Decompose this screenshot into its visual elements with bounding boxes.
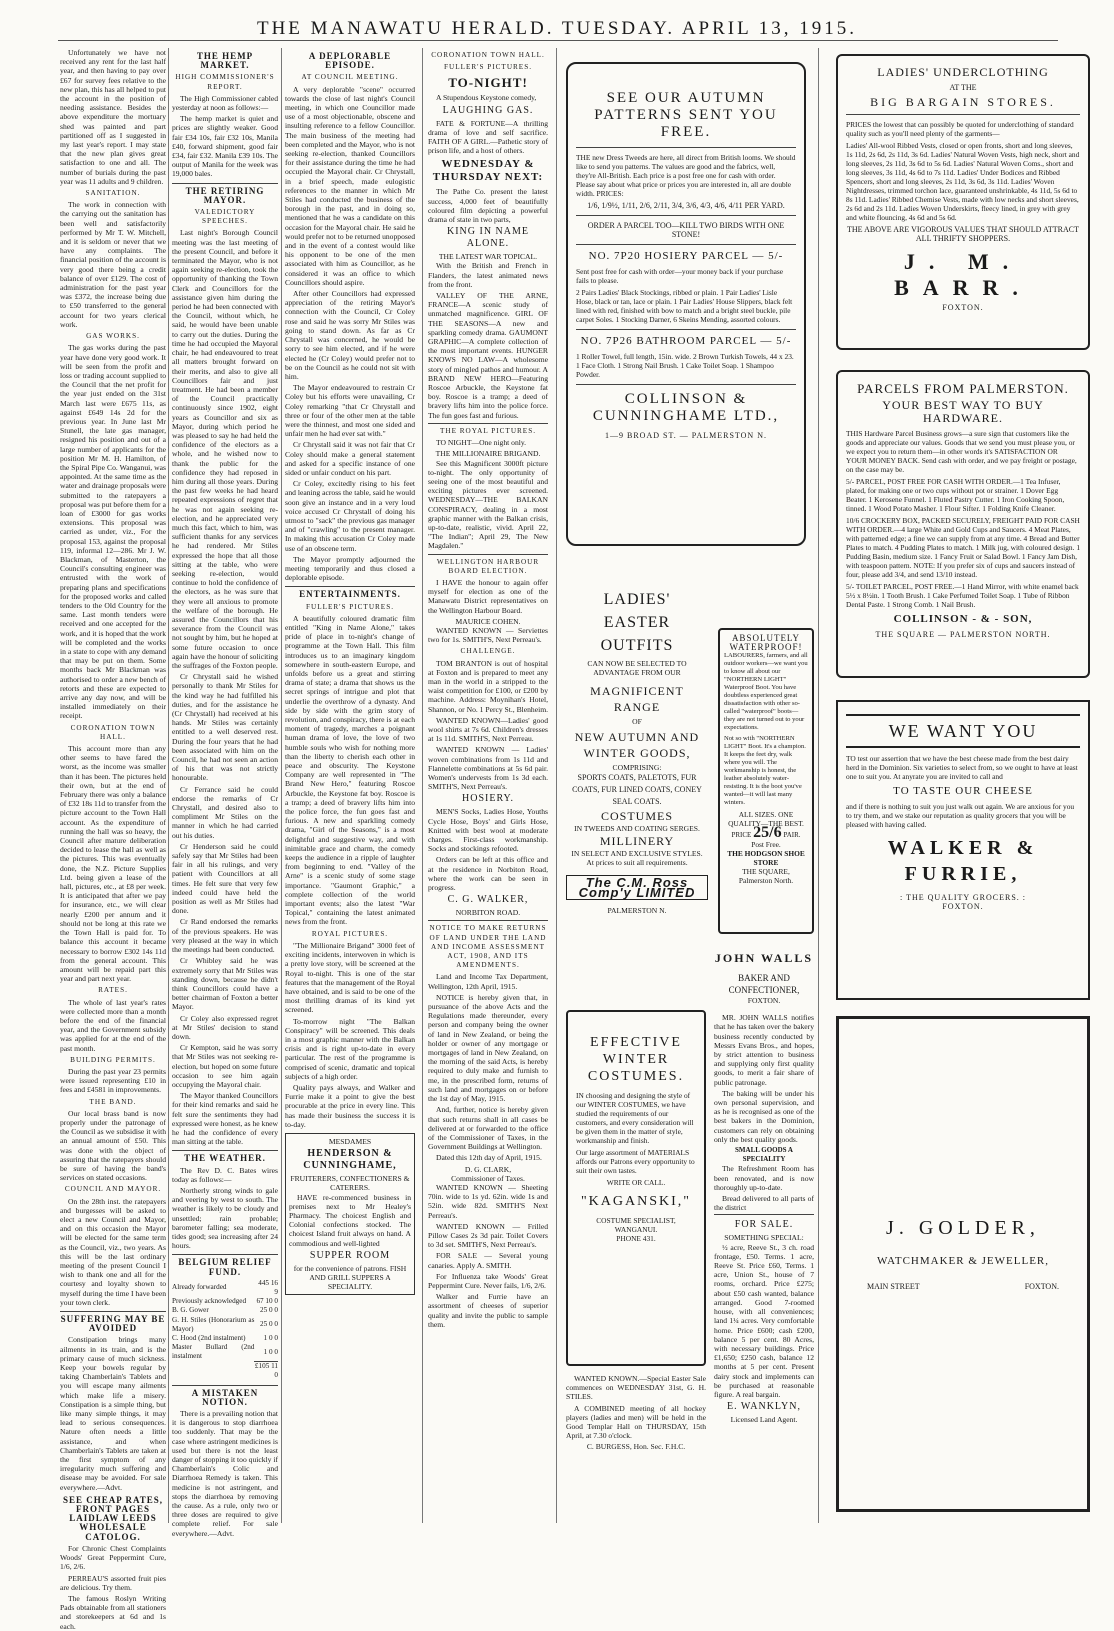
ad-body: Sent post free for cash with order—your money back if your purchase fails to please. — [576, 267, 784, 285]
ad-heading: FOR SALE. — [714, 1214, 814, 1231]
ad-body: And, further, notice is hereby given that such returns shall in all cases be delivered at or forwarded to the office of the Commissioner of Taxes, in the Government Buildings at Wellington. — [428, 1105, 548, 1152]
signature: D. G. CLARK, — [464, 1164, 512, 1174]
ad-heading: YOUR BEST WAY TO BUY HARDWARE. — [882, 398, 1044, 425]
article-paragraph: There is a prevailing notion that it is dangerous to stop diarrhoea too suddenly. That may be the case where astringent medicines is used but there is not the least danger of stopping it too quickly if Chamberlain's Colic and Diarrhoea Remedy is taken. This medicine is not astringent, and stops the diarrhoea by removing the cause. As a rule, only two or three doses are required to give complete relief. For sale everywhere.—Advt. — [172, 1408, 278, 1538]
column-4 — [428, 48, 548, 1518]
ad-address: MAIN STREET — [867, 1282, 920, 1291]
ad-body: A COMBINED meeting of all hockey players (ladies and men) will be held in the Good Templar Hall on THURSDAY, 15th April, at 7.30 o'clock. — [566, 1403, 706, 1441]
kaganski-ad — [566, 1010, 706, 1366]
ad-subheading: NO. 7P26 BATHROOM PARCEL — 5/- — [580, 335, 792, 347]
ad-name: E. WANKLYN, — [727, 1401, 801, 1413]
ad-address: Palmerston North. — [738, 876, 794, 885]
article-paragraph: The hemp market is quiet and prices are slightly weaker. Good fair £34 10s, fair £32 10s, Manila £40, forward shipment, good fair £34, fair £32. Manila £39 10s. The output of Manila for the week was 19,000 bales. — [172, 114, 278, 179]
ad-line: SMALL GOODS A SPECIALITY — [735, 1146, 793, 1164]
ad-line: ALL SIZES. ONE QUALITY—THE BEST. — [728, 810, 804, 828]
ad-address: THE SQUARE — PALMERSTON NORTH. — [875, 630, 1051, 639]
ad-body: 1 Roller Towel, full length, 15in. wide. 2 Brown Turkish Towels, 44 x 23. 1 Face Cloth. 1 Strong Nail Brush. 1 Cake Toilet Soap. 1 Shampoo Powder. — [576, 352, 794, 379]
table-row — [172, 1362, 278, 1381]
ad-subheading: TO TASTE OUR CHEESE — [893, 785, 1033, 797]
ad-body: A Stupendous Keystone comedy, — [436, 93, 537, 103]
ad-body: MR. JOHN WALLS notifies that he has taken over the bakery business recently conducted by Messrs Evans Bros., and hopes, by strict attention to business and supplying only first quality goods, to merit a fair share of public patronage. — [714, 1013, 814, 1087]
article-paragraph: A very deplorable "scene" occurred towards the close of last night's Council meeting, in which one Councillor made use of a most objectionable, obscene and insulting reference to a fellow Councillor. The main business of the meeting had been completed and the Mayor, who is not seeking re-election, thanked Councillors for their assistance during the time he had occupied the Mayoral chair. Cr Chrystall, in a brief speech, made eulogistic references to the manner in which Mr Stiles had conducted the business of the borough in the past, and in doing so, mentioned that he was a candidate on this occasion for the Mayoral chair. He said he would prefer not to be returned unopposed and in the event of a contest would like his opponent to be one of the men associated with him as Councillor, as he considered it was an office to which Councillors should aspire. — [285, 84, 415, 287]
article-paragraph: Our local brass band is now properly under the patronage of the Council as we subsidise it with an annual amount of £50. This was done with the object of assuring that the ratepayers should be sure of having the band's services on stated occasions. — [60, 1108, 166, 1183]
fund-amount: 25 0 0 — [260, 1306, 278, 1315]
subheading: AT COUNCIL MEETING. — [301, 73, 399, 82]
address-line — [847, 1282, 1079, 1291]
ad-heading: AT THE — [949, 83, 977, 92]
ad-body: With the British and French in Flanders, the latest animated news from the front. — [428, 261, 548, 289]
subheading: CORONATION TOWN HALL. — [70, 723, 156, 741]
ad-body: The baking will be under his own personal supervision, and as he is recognised as one of the best bakers in the Dominion, customers can rely on obtaining only the best quality goods. — [714, 1088, 814, 1144]
column-rule — [818, 48, 819, 1523]
table-row — [172, 1297, 278, 1306]
article-paragraph: The Rev D. C. Bates wires today as follows:— — [172, 1165, 278, 1184]
ad-heading: SEE OUR AUTUMN PATTERNS SENT YOU FREE. — [594, 90, 778, 140]
ad-line: NEW AUTUMN AND WINTER GOODS, — [574, 729, 700, 760]
ad-heading: SEE CHEAP RATES, FRONT PAGES LAIDLAW LEEDS WHOLESALE CATOLOG. — [62, 1494, 164, 1542]
subheading: FULLER'S PICTURES. — [444, 63, 532, 72]
ad-line: SPORTS COATS, PALETOTS, FUR COATS, FUR LINED COATS, CONEY SEAL COATS. — [572, 772, 702, 806]
signature: Commissioner of Taxes. — [451, 1173, 525, 1183]
article-paragraph: The whole of last year's rates were collected more than a month before the end of the financial year, and the Government subsidy was applied for at the end of the past month. — [60, 997, 166, 1053]
ad-heading: SUFFERING MAY BE AVOIDED — [60, 1311, 166, 1333]
ross-logo: The C.M. Ross Comp'y LIMITED — [566, 875, 708, 899]
ad-line: FOXTON. — [747, 996, 781, 1005]
ad-highlight: SUPPER ROOM — [309, 1249, 391, 1261]
subheading: ROYAL PICTURES. — [311, 929, 389, 938]
ad-body: WANTED KNOWN.—Special Easter Sale commences on WEDNESDAY 31st, G. H. STILES. — [566, 1374, 706, 1402]
ad-body: I HAVE the honour to again offer myself for election as one of the Manawatu District representatives on the Wellington Harbour Board. — [428, 577, 548, 615]
ad-name: J. M. BARR. — [894, 249, 1032, 300]
column-3 — [285, 48, 415, 1518]
ad-line: ORDER A PARCEL TOO—KILL TWO BIRDS WITH ONE STONE! — [587, 221, 785, 239]
ad-body: The Pathe Co. present the latest success, 4,000 feet of beautifully coloured film depicting a powerful drama of state in two parts, — [428, 187, 548, 225]
ad-body: and if there is nothing to suit you just walk out again. We are anxious for you to try them, and we stake our reputation as quality grocers that you will be pleased with having called. — [846, 802, 1075, 829]
ad-name: "KAGANSKI," — [580, 1194, 692, 1209]
fund-label: B. G. Gower — [172, 1306, 209, 1315]
ad-heading: LADIES' UNDERCLOTHING — [877, 65, 1049, 79]
ad-subheading: NO. 7P20 HOSIERY PARCEL — 5/- — [588, 250, 784, 262]
ad-name: HENDERSON & CUNNINGHAME, — [303, 1148, 397, 1172]
article-paragraph: Last night's Borough Council meeting was the last meeting of the present Council, and before it terminated the Mayor, who is not again seeking re-election, took the opportunity of thanking the Town Clerk and Councillors for the assistance given him during the period he had been connected with the Council, without which, he said, he would have been unable to carry out the duties. During the time he had occupied the Mayoral chair, he had endeavoured to treat all matters brought forward on their merits, and also to give all Councillors fair and just treatment. He had been a member of the Council practically continuously since 1902, eight years as Councillor and six as Mayor, during which period he was pleased to say he had held the confidence of the electors as a whole, and he wished now to thank the public for the confidence they had reposed in him during all those years. During the past few weeks he had heard repeated expressions of regret that he was not again seeking re-election, and he appreciated very much this fact, which to him, was sufficient thanks for any services he had rendered. Mr Stiles expressed the hope that all those sitting at the table, who were seeking re-election, would continue to hold the confidence of the electors, as he was sure that they were all anxious to promote the welfare of the borough. He assured the Councillors that his severance from the Council was not sought by him, but he hoped at some future occasion to once again have the honour of soliciting the suffrages of the Foxton people. — [172, 228, 278, 670]
ad-line: SOMETHING SPECIAL: — [724, 1233, 804, 1243]
ad-heading: WE WANT YOU — [846, 714, 1080, 748]
display-line: KING IN NAME ALONE. — [447, 226, 529, 250]
ad-body: WANTED KNOWN—Ladies' good wool shirts at 7s 6d. Children's dresses at 1s 11d. SMITH'S, Next Perreau. — [428, 715, 548, 744]
ad-body: VALLEY OF THE ARNE, FRANCE—A scenic study of unmatched magnificence. GIRL OF THE SEASONS—A new and sparkling comedy drama. GAUMONT GRAPHIC—A complete collection of the most important events. HUNGER KNOWS NO LAW—A wholesome story of mingled pathos and humour. A BRAND NEW HERO—Featuring Roscoe Arbuckle, the Keystone fat boy. Roscoe is a tramp; a deed of bravery lifts him into the police force. The fun goes fast and furious. — [428, 291, 548, 420]
subheading: WELLINGTON HARBOUR BOARD ELECTION. — [428, 554, 548, 576]
ad-body: 2 Pairs Ladies' Black Stockings, ribbed or plain. 1 Pair Ladies' Lisle Hose, black or tan, lace or plain. 1 Pair Ladies' House Slippers, black felt lined with red, finished with bow to match and a bright steel buckle, pile carpet Soles. 1 Stocking Darner, 6 Skeins Mending, assorted colours. — [576, 288, 793, 324]
ad-name: THE HODGSON SHOE STORE — [727, 849, 805, 867]
ad-address: PALMERSTON N. — [607, 905, 667, 915]
article-paragraph: Cr Coley also expressed regret at Mr Stiles' decision to stand down. — [172, 1013, 278, 1041]
ad-body: FOR SALE — Several young canaries. Apply A. SMITH. — [428, 1251, 548, 1270]
ad-heading: ABSOLUTELY — [731, 633, 801, 643]
ad-line: for the convenience of patrons. FISH AND GRILL SUPPERS A SPECIALITY. — [293, 1263, 407, 1292]
ad-name: COLLINSON - & - SON, — [893, 613, 1033, 625]
article-paragraph: Quality pays always, and Walker and Furrie make it a point to give the best procurable at the price in every line. This has made their business the success it is to-day. — [285, 1082, 415, 1129]
collinson-cunninghame-ad — [566, 62, 806, 546]
ad-body: See this Magnificent 3000ft picture to-night. The only opportunity of seeing one of the most beautiful and exciting pictures ever screened. WEDNESDAY—THE BALKAN CONSPIRACY, dealing in a most graphic manner with the Balkan crisis, up-to-date, realistic, vivid. April 22, "The Indian"; April 29, The New Magdalen." — [428, 458, 548, 551]
article-paragraph: The Mayor endeavoured to restrain Cr Coley but his efforts were unavailing, Cr Coley remarking "that Cr Chrystall and three or four of the other men at the table were the thinnest, and most one sided and unfair men he had ever sat with." — [285, 383, 415, 439]
ad-line: COSTUMES — [600, 808, 673, 823]
ad-body: MEN'S Socks, Ladies Hose, Youths Cycle Hose, Boys' and Girls Hose, Knitted with best wool at moderate charges. First-class workmanship. Socks and stockings refooted. — [428, 807, 548, 854]
display-line: LAUGHING GAS. — [442, 104, 534, 116]
fund-amount: 25 0 0 — [260, 1320, 278, 1329]
ad-line: MESDAMES — [328, 1136, 372, 1146]
fund-label: Previously acknowledged — [172, 1297, 247, 1306]
henderson-ad — [285, 1133, 415, 1295]
headline: ENTERTAINMENTS. — [285, 586, 415, 599]
ad-body: IN choosing and designing the style of our WINTER COSTUMES, we have studied the requirements of our customers, and every consideration will be given them in the matter of style, workmanship and finish. — [576, 1091, 694, 1145]
article-paragraph: This account more than any other seems to have fared the worst, as the income was smaller than it has been. The pictures held their own, but at the end of February there was only a balance of £32 18s 11d to transfer from the picture account to the Town Hall account. As the expenditure of running the hall was so heavy, the Council after mature deliberation decided to lease the hall as well as the pictures. This was eventually done, the N.Z. Picture Supplies Ltd. being given a lease of the hall, pictures, etc., at £8 per week. It is anticipated that after we pay for insurance, etc., we will clear nearly £200 per annum and it should not be long at this rate we the Town Hall is paid for. To balance this account it became necessary to borrow £302 14s 11d from the general account. This amount will be repaid part this year and part next year. — [60, 744, 166, 984]
article-paragraph: A beautifully coloured dramatic film entitled "King in Name Alone," takes pride of place in to-night's change of programme at the Town Hall. This film introduces us to an imaginary kingdom somewhere in south-eastern Europe, and unfolds before us a great and stirring drama of state; a drama that shows us the secret springs of intrigue and plot that underlie the overthrow of a dynasty. And side by side with the grim story of revolution, and conspiracy, there is at each moment of tragedy, marches a poignant human drama of love, the love of two humble souls who wish for nothing more than the liberty to cherish each other in peace and obscurity. The Keystone Company are well represented in "The Brand New Hero," featuring Roscoe Arbuckle, the Keystone fat boy. Roscoe is a tramp; a deed of bravery lifts him into the police force, the fun goes fast and furious. A new and sparkling comedy drama, "Girl of the Seasons," is a most delightful and suggestive way, and with inimitable grace and charm, the comedy keeps the audience in a ripple of laughter from beginning to end. "Valley of the Arne" is a scenic study of some stage importance. "Gaumont Graphic," a complete collection of the world important events; also the latest "War Topical," containing the latest animated news from the front. — [285, 613, 415, 927]
ad-name: J. GOLDER, — [886, 1217, 1040, 1239]
subheading: NOTICE TO MAKE RETURNS OF LAND UNDER THE LAND AND INCOME ASSESSMENT ACT, 1908, AND ITS AMENDMENTS. — [428, 920, 548, 970]
fund-total: £105 11 0 — [254, 1362, 278, 1380]
subheading: THE BAND. — [89, 1097, 137, 1106]
ad-body: For Influenza take Woods' Great Peppermint Cure. Never fails, 1/6, 2/6. — [428, 1271, 548, 1290]
ad-body: Ladies' All-wool Ribbed Vests, closed or open fronts, short and long sleeves, 1s 11d, 2s 6d, 2s 11d, 3s 6d. Ladies' Natural Woven Vests, high neck, short and long sleeves, 2s 11d, 3s 6d to 5s 6d. Ladies' Natural Woven Coms., short and long sleeves, 3s 11d, 4s 6d to 7s 11d. Ladies' Under Bodices and Ribbed Spencers, short and long sleeves, 2s 11d, 3s 6d, 3s 11d. Ladies' Woven Nightdresses, trimmed torchon lace, guaranteed unshrinkable, 4s 11d, 5s 6d to 8s 11d. Ladies' Ribbed Chemise Vests, made with low necks and short sleeves, 2s 6d and 2s 11d. Ladies Woven Underskirts, fleecy lined, in grey with grey and white flouncing, 4s 6d and 5s 6d. — [846, 141, 1080, 222]
ad-line: MAGNIFICENT RANGE — [590, 684, 684, 715]
article-paragraph: To-morrow night "The Balkan Conspiracy" will be screened. This deals in a most graphic manner with the Balkan crisis and is right up-to-date in every particular. The rest of the programme is comprised of scenic, dramatic and topical subjects of a high order. — [285, 1016, 415, 1081]
headline: BELGIUM RELIEF FUND. — [172, 1254, 278, 1276]
price-unit: PAIR. — [783, 831, 801, 839]
divider — [846, 114, 1080, 115]
small-ads — [566, 1374, 706, 1524]
article-paragraph: The Mayor thanked Councillors for their kind remarks and said he felt sure the sentiments they had expressed were honest, as he knew he had the confidence of every man sitting at the table. — [172, 1091, 278, 1147]
subheading: THE ROYAL PICTURES. — [428, 423, 548, 436]
ad-body: Constipation brings many ailments in its train, and is the primary cause of much sickness. Keep your bowels regular by taking Chamberlain's Tablets and you will escape many ailments which make life a misery. Constipation is a simple thing, but like many simple things, it may lead to serious consequences. Nature often needs a little assistance, and when Chamberlain's Tablets are taken at the first symptom of any irregularity much suffering and disease may be avoided. For sale everywhere.—Advt. — [60, 1335, 166, 1492]
ad-line: IN TWEEDS AND COATING SERGES. — [574, 823, 700, 833]
signature: C. G. WALKER, — [447, 894, 529, 906]
ad-line: : THE QUALITY GROCERS. : — [900, 893, 1026, 902]
ad-body: THIS Hardware Parcel Business grows—a sure sign that customers like the goods and appreciate our values. Goods that we send you must please you, or we expect you to return them—in other words it's SATISFACTION OR YOUR MONEY BACK. Send cash with order, and we pay freight or postage, on the case may be. — [846, 429, 1077, 474]
ad-heading: BIG BARGAIN STORES. — [870, 95, 1056, 109]
ad-line: PHONE 431. — [616, 1234, 656, 1243]
barr-ad — [836, 54, 1090, 350]
table-row — [172, 1343, 278, 1361]
ad-body: Orders can be left at this office and at the residence in Norbiton Road, where the work can be seen in progress. — [428, 855, 548, 893]
ad-body: The Refreshment Room has been renovated, and is now thoroughly up-to-date. — [714, 1164, 814, 1192]
column-rule — [281, 48, 282, 1523]
subheading: GAS WORKS. — [86, 332, 140, 341]
signature: C. BURGESS, Hon. Sec. F.H.C. — [586, 1442, 686, 1452]
column-rule — [422, 48, 423, 1523]
ad-line: COMPRISING: — [612, 762, 662, 772]
ad-heading: EASTER — [603, 614, 671, 631]
article-paragraph: Northerly strong winds to gale and veering by west to south. The weather is likely to be cloudy and unsettled; rain probable; barometer falling; sea moderate, tides good; sea increasing after 24 hours. — [172, 1185, 278, 1251]
signature: NORBITON ROAD. — [455, 908, 521, 918]
divider — [576, 215, 796, 216]
article-paragraph: The work in connection with the carrying out the sanitation has been well and satisfactorily performed by Mr T. W. Mitchell, and it is seldom or never that we have any complaints. The financial position of the account is very good there being a credit balance of over £129. The cost of administration for the past year was £372, the increase being due to £50 transferred to the general account for two years clerical work. — [60, 200, 166, 329]
fund-label: Already forwarded — [172, 1283, 227, 1292]
article-paragraph: Cr Whibley said he was extremely sorry that Mr Stiles was standing down, because he didn't think Councillors could have a better chairman of Foxton a better Mayor. — [172, 956, 278, 1012]
ad-body: Bread delivered to all parts of the district — [714, 1194, 814, 1213]
ad-heading: OUTFITS — [600, 637, 674, 654]
display-line: HOSIERY. — [462, 793, 514, 805]
ad-body: For Chronic Chest Complaints Woods' Great Peppermint Cure, 1/6, 2/6. — [60, 1543, 166, 1572]
subheading: COUNCIL AND MAYOR. — [64, 1185, 162, 1194]
ad-body: Dated this 12th day of April, 1915. — [436, 1153, 542, 1163]
ad-line: BAKER AND CONFECTIONER, — [728, 973, 800, 995]
table-row — [172, 1306, 278, 1315]
ad-line: OF — [632, 717, 642, 727]
ad-body: TOM BRANTON is out of hospital at Foxton and is prepared to meet any man in the world in a stripped to the waist competition for £100, or £200 by machine. Address: Moynihan's Hotel, Shannon, or No. 1 Percy St., Blenheim. — [428, 658, 549, 714]
article-paragraph: Cr Henderson said he could safely say that Mr Stiles had been fair in all his rulings, and very patient with Councillors at all times. He felt sure that very few indeed could have held the position as well as Mr Stiles had done. — [172, 841, 278, 916]
ad-heading: EFFECTIVE WINTER COSTUMES. — [587, 1035, 685, 1084]
article-paragraph: Cr Ferrance said he could endorse the remarks of Cr Chrystall, and desired also to compliment Mr Stiles on the manner in which he had carried out his duties. — [172, 784, 278, 840]
subheading: BUILDING PERMITS. — [70, 1055, 156, 1064]
price-label: PRICE — [731, 831, 752, 839]
fund-amount: 67 10 0 — [256, 1297, 278, 1306]
ad-address: THE SQUARE, — [742, 867, 790, 876]
ad-line: FRUITERERS, CONFECTIONERS & CATERERS. — [290, 1174, 410, 1193]
ad-line: At prices to suit all requirements. — [586, 858, 688, 868]
ad-body: WANTED KNOWN — Ladies' woven combinations from 1s 11d and Flannelette combinations at 5s 6d pair. Women's undervests from 1s 3d each. SMITH'S, Next Perreau's. — [428, 745, 548, 792]
ad-body: Our large assortment of MATERIALS affords our Patrons every opportunity to suit their own tastes. — [576, 1148, 695, 1175]
ad-line: WRITE OR CALL. — [606, 1178, 666, 1187]
ad-body: WANTED KNOWN — Serviettes two for 1s. SMITH'S, Next Perreau's. — [428, 625, 548, 645]
article-paragraph: After other Councillors had expressed appreciation of the retiring Mayor's connection with the Council, Cr Coley rose and said he was sorry Mr Stiles was going to stand down. As far as Cr Chrystall was concerned, he would be sorry to see him elected, and if he were elected he (Cr Coley) would prefer not to be on the Council as he could not sit with him. — [285, 289, 415, 381]
subheading: SANITATION. — [85, 189, 141, 198]
golder-ad — [836, 1016, 1090, 1512]
ad-address: FOXTON. — [1024, 1282, 1059, 1291]
ad-body: THE new Dress Tweeds are here, all direct from British looms. We should like to send you patterns. The values are good and the fabrics, well, they're All-British. Each price is a post free one for cash with order. Please say about what price or prices you are interested in, all are double width. PRICES: — [576, 153, 796, 198]
article-paragraph: Cr Chrystall said he wished personally to thank Mr Stiles for the kind way he had fulfilled his duties, and for the assistance he (Cr Chrystall) had received at his hands. Mr Stiles was certainly entitled to a well deserved rest. During the four years that he had been associated with him on the Council, he had not seen an action of his that was not strictly honourable. — [172, 672, 278, 783]
ad-body: LABOURERS, farmers, and all outdoor workers—we want you to know all about our "NORTHERN LIGHT" Waterproof Boot. You have doubtless experienced great dissatisfaction with other so-called "waterproof" boots—they are not turned out to your expectations. — [724, 652, 808, 731]
fund-label: Master Bullard (2nd instalment — [172, 1343, 255, 1361]
headline: A MISTAKEN NOTION. — [172, 1385, 278, 1407]
ad-address: 1—9 BROAD ST. — PALMERSTON N. — [605, 431, 767, 440]
ad-body: WANTED KNOWN — Sheeting 70in. wide to 1s yd. 62in. wide 1s and 52in. wide 82d. SMITH'S Next Perreau's. — [428, 1182, 548, 1220]
subheading: HIGH COMMISSIONER'S REPORT. — [175, 73, 275, 91]
article-paragraph: Cr Chrystall said it was not fair that Cr Coley should make a general statement and asked for a specific instance of one sided or unfair conduct on his part. — [285, 440, 415, 477]
article-paragraph: Unfortunately we have not received any rent for the last half year, and then having to pay over £67 for survey fees relative to the new plan, this has all helped to put the account in the position of needing assistance. Besides the above expenditure the mortuary shed was painted and part partitioned off as I suggested in my last year's report. I may state that the new plan gives great satisfaction to one and all. The number of burials during the past year was 11 adults and 9 children. — [60, 48, 166, 186]
ad-body: PERREAU'S assorted fruit pies are delicious. Try them. — [60, 1573, 166, 1592]
ad-line: COSTUME SPECIALIST, WANGANUI. — [596, 1216, 676, 1234]
ad-prices: 1/6, 1/9½, 1/11, 2/6, 2/11, 3/4, 3/6, 4/3, 4/6, 4/11 PER YARD. — [587, 201, 785, 210]
ad-body: FATE & FORTUNE—A thrilling drama of love and self sacrifice. FAITH OF A GIRL.—Pathetic story of prison life, and a host of others. — [428, 118, 548, 156]
subheading: CORONATION TOWN HALL. — [431, 51, 545, 59]
article-paragraph: The High Commissioner cabled yesterday at noon as follows:— — [172, 93, 278, 113]
ad-body: TO test our assertion that we have the best cheese made from the best dairy herd in the Dominion. Six varieties to select from, so we ought to have at least one to suit you. At anyrate you are invited to call and — [846, 754, 1078, 781]
article-paragraph: Cr Coley, excitedly rising to his feet and leaning across the table, said he would soon give an instance and in a very loud voice accused Cr Chrystall of doing his utmost to "sack" the previous gas manager and of "crawling" to the present manager. In making this accusation Cr Coley made use of an obscene term. — [285, 479, 415, 553]
ad-name: JOHN WALLS — [714, 951, 814, 965]
top-rule — [58, 40, 1058, 41]
fund-label: G. H. Stiles (Honorarium as Mayor) — [172, 1315, 255, 1333]
article-paragraph: The gas works during the past year have done very good work. It will be seen from the profit and loss or trading account supplied to the Council that the net profit for the year just ended on the 31st March last were £675 11s, as against £649 14s 2d for the previous year. In June last Mr Stunell, the late gas manager, resigned his position and out of a large number of applicants for the position Mr M. H. Hamilton, of the Spiral Pipe Co. Wanganui, was appointed. At the same time as the water and drainage proposals were submitted to the ratepayers a proposal was put before them for a loan of £3000 for gas works extensions. This proposal was carried as under, viz., For the proposal 153, against the proposal 119, informal 12—286. Mr J. W. Blackman, of Masterton, the Council's consulting engineer was entrusted with the work of preparing plans and specifications for the proposed works and called tenders to the Old Country for the same. Last month tenders were received and one accepted for the work, and it is hoped that the work will be completed and the works in a state to cope with any demand that may be put on them. Some months back Mr Blackman was authorised to order a new bench of retorts and these are expected to arrive any day now, and will be installed immediately on their receipt. — [60, 343, 166, 721]
ad-address: FOXTON. — [942, 902, 984, 911]
fund-table — [172, 1279, 278, 1381]
column-2 — [172, 48, 278, 1538]
display-line: TO-NIGHT! — [448, 75, 528, 91]
table-row — [172, 1279, 278, 1297]
fund-amount: 1 0 0 — [263, 1334, 278, 1343]
price-line — [724, 824, 808, 841]
article-paragraph: Cr Rand endorsed the remarks of the previous speakers. He was very pleased at the way in which the meetings had been conducted. — [172, 917, 278, 955]
subheading: VALEDICTORY SPEECHES. — [194, 208, 256, 226]
fund-amount: 445 16 9 — [258, 1278, 278, 1296]
table-row — [172, 1334, 278, 1343]
column-1 — [60, 48, 166, 1631]
ad-line: THE ABOVE ARE VIGOROUS VALUES THAT SHOULD ATTRACT ALL THRIFTY SHOPPERS. — [847, 225, 1079, 243]
ad-body: 5/- TOILET PARCEL, POST FREE.—1 Hand Mirror, with white enamel back 5½ x 8½in. 1 Tooth Brush. 1 Cake Perfumed Toilet Soap. 1 Tube of Ribbon Dental Paste. 1 Strong Comb. 1 Nail Brush. — [846, 582, 1079, 609]
display-line: WEDNESDAY & THURSDAY NEXT: — [432, 158, 544, 184]
ad-body: HAVE re-commenced business in premises next to Mr Healey's Pharmacy. The choicest English and Colonial confections stocked. The choicest Island fruit always on hand. A commodious and well-lighted — [289, 1192, 411, 1248]
signature: MAURICE COHEN. — [455, 616, 521, 626]
article-paragraph: Cr Kempton, said he was sorry that Mr Stiles was not seeking re-election, but hoped on some future occasion to see him again occupying the Mayoral chair. — [172, 1043, 278, 1089]
divider — [576, 244, 796, 245]
ad-body: NOTICE is hereby given that, in pursuance of the above Acts and the Regulations made thereunder, every person and company being the owner of land in New Zealand, or being the holder or owner of any mortgage or mortgages of land in New Zealand, on the morning of the said Acts, is hereby required to duly make and furnish to me, in the prescribed form, returns of such land and mortgages on or before the 1st day of May, 1915. — [428, 992, 548, 1104]
ad-body: WANTED KNOWN — Frilled Pillow Cases 2s 3d pair. Toilet Covers to 3d set. SMITH'S, Next Perreau's. — [428, 1221, 548, 1250]
headline: A DEPLORABLE EPISODE. — [308, 51, 392, 71]
ad-heading: LADIES' — [603, 591, 671, 608]
ad-name: COLLINSON & CUNNINGHAME LTD., — [592, 391, 780, 424]
subheading: CHALLENGE. — [460, 647, 516, 656]
display-line: THE MILLIONAIRE BRIGAND. — [435, 449, 541, 459]
ad-body: Walker and Furrie have an assortment of cheeses of superior quality and invite the public to sample them. — [428, 1292, 548, 1329]
column-rule — [556, 48, 557, 1523]
divider — [576, 384, 796, 385]
ad-heading: PARCELS FROM PALMERSTON. — [857, 381, 1069, 396]
article-paragraph: On the 28th inst. the ratepayers and burgesses will be asked to elect a new Council and Mayor, and on this occasion the Mayor will be elected for the same term as the Council, viz., two years. As this will be the last ordinary meeting of the present Council I wish to thank one and all for the courtesy and loyalty shown to myself during the time I have been your town clerk. — [60, 1196, 166, 1307]
ad-heading: WATERPROOF! — [729, 642, 803, 652]
ad-line: WATCHMAKER & JEWELLER, — [876, 1255, 1049, 1267]
fund-label: C. Hood (2nd instalment) — [172, 1334, 246, 1343]
ad-address: FOXTON. — [942, 303, 984, 312]
ad-body: 5/- PARCEL, POST FREE FOR CASH WITH ORDER.—1 Tea Infuser, plated, for making one or two cups without pot or strainer. 1 Dover Egg Beater. 1 Kerosene Funnel. 1 Fluted Pastry Cutter. 1 Iron Cooking Spoon, tinned. 1 Wood Potato Masher. 1 Flour Sifter. 1 Folding Knife Cleaner. — [846, 477, 1065, 513]
ad-line: Post Free. — [751, 840, 781, 849]
headline: THE HEMP MARKET. — [196, 51, 254, 71]
ad-body: TO NIGHT—One night only. — [436, 438, 527, 448]
ad-body: The famous Roslyn Writing Pads obtainable from all stationers and storekeepers at 6d and 1s each. — [60, 1593, 166, 1631]
ad-line: IN SELECT AND EXCLUSIVE STYLES. — [571, 849, 703, 859]
fund-amount: 1 0 0 — [263, 1347, 278, 1356]
masthead: THE MANAWATU HERALD. TUESDAY. APRIL 13, 1915. — [256, 18, 858, 39]
ad-body: Not so with "NORTHERN LIGHT" Boot. It's a champion. It keeps the feet dry, walk where you will. The workmanship is honest, the leather absolutely water-resisting. It is the boot you've wanted—it will last many winters. — [724, 735, 806, 806]
subheading: FULLER'S PICTURES. — [306, 602, 394, 611]
table-row — [172, 1316, 278, 1334]
subheading: RATES. — [98, 986, 128, 995]
price: 25/6 — [753, 824, 782, 841]
ad-body: Land and Income Tax Department, Wellington, 12th April, 1915. — [428, 972, 548, 991]
divider — [576, 147, 796, 148]
ad-body: PRICES the lowest that can possibly be quoted for underclothing of standard quality such as you'll need plenty of the garments— — [846, 120, 1074, 138]
ad-line: MILLINERY — [599, 834, 675, 849]
divider — [576, 329, 796, 330]
ad-body: 10/6 CROCKERY BOX, PACKED SECURELY, FREIGHT PAID FOR CASH WITH ORDER.—4 large White and Gold Cups and Saucers. 4 Meat Plates, with patterned edge; a fine we can supply from at any time. 4 Bread and Butter Plates to match. 4 Pudding Plates to match. 1 Milk jug, with coloured design. 1 Pudding Basin, medium size. 1 Fancy Fruit or Salad Bowl. 1 Fancy Jam Dish, with teaspoon pattern. NOTE: If you prefer six of cups and saucers instead of four, please add 3/4, and send 13/10 instead. — [846, 516, 1081, 579]
article-paragraph: During the past year 23 permits were issued representing £10 in fees and £4581 in improvements. — [60, 1066, 166, 1095]
ad-line: CAN NOW BE SELECTED TO ADVANTAGE FROM OUR — [587, 659, 687, 678]
hodgson-ad — [718, 628, 814, 934]
column-rule — [168, 48, 169, 1523]
display-line: THE LATEST WAR TOPICAL. — [438, 252, 538, 262]
article-paragraph: "The Millionaire Brigand" 3000 feet of exciting incidents, interwoven in which is a pretty love story, will be screened at the Royal to-night. This is one of the star features that the management of the Royal have obtained, and is said to be one of the most thrilling dramas of its kind yet screened. — [285, 940, 415, 1015]
ad-line: Licensed Land Agent. — [730, 1415, 798, 1425]
walker-furrie-ad — [836, 700, 1090, 1000]
ad-body: ½ acre, Reeve St., 3 ch. road frontage, £50. Terms. 1 acre, Reeve St. Price £60, Terms. 1 acre, Union St., house of 7 rooms, orchard. Price £275; about £50 cash wanted, balance arranged. Good 7-roomed house, with all conveniences; land 1¼ acres. Very comfortable home. Price £600; cash £200, balance 5 per cent. 80 Acres, with necessary buildings. Price £1,650; £250 cash, balance 12 months at 5 per cent. Present dairy stock and implements can be purchased at reasonable figure. A real bargain. — [714, 1242, 814, 1399]
ross-ad — [566, 560, 708, 1000]
ad-name: WALKER & FURRIE, — [887, 837, 1039, 885]
article-paragraph: The Mayor promptly adjourned the meeting temporarily and thus closed a deplorable episode. — [285, 554, 415, 583]
headline: THE WEATHER. — [172, 1150, 278, 1163]
collinson-son-ad — [836, 370, 1090, 678]
walls-ad — [714, 946, 814, 1526]
headline: THE RETIRING MAYOR. — [172, 183, 278, 205]
